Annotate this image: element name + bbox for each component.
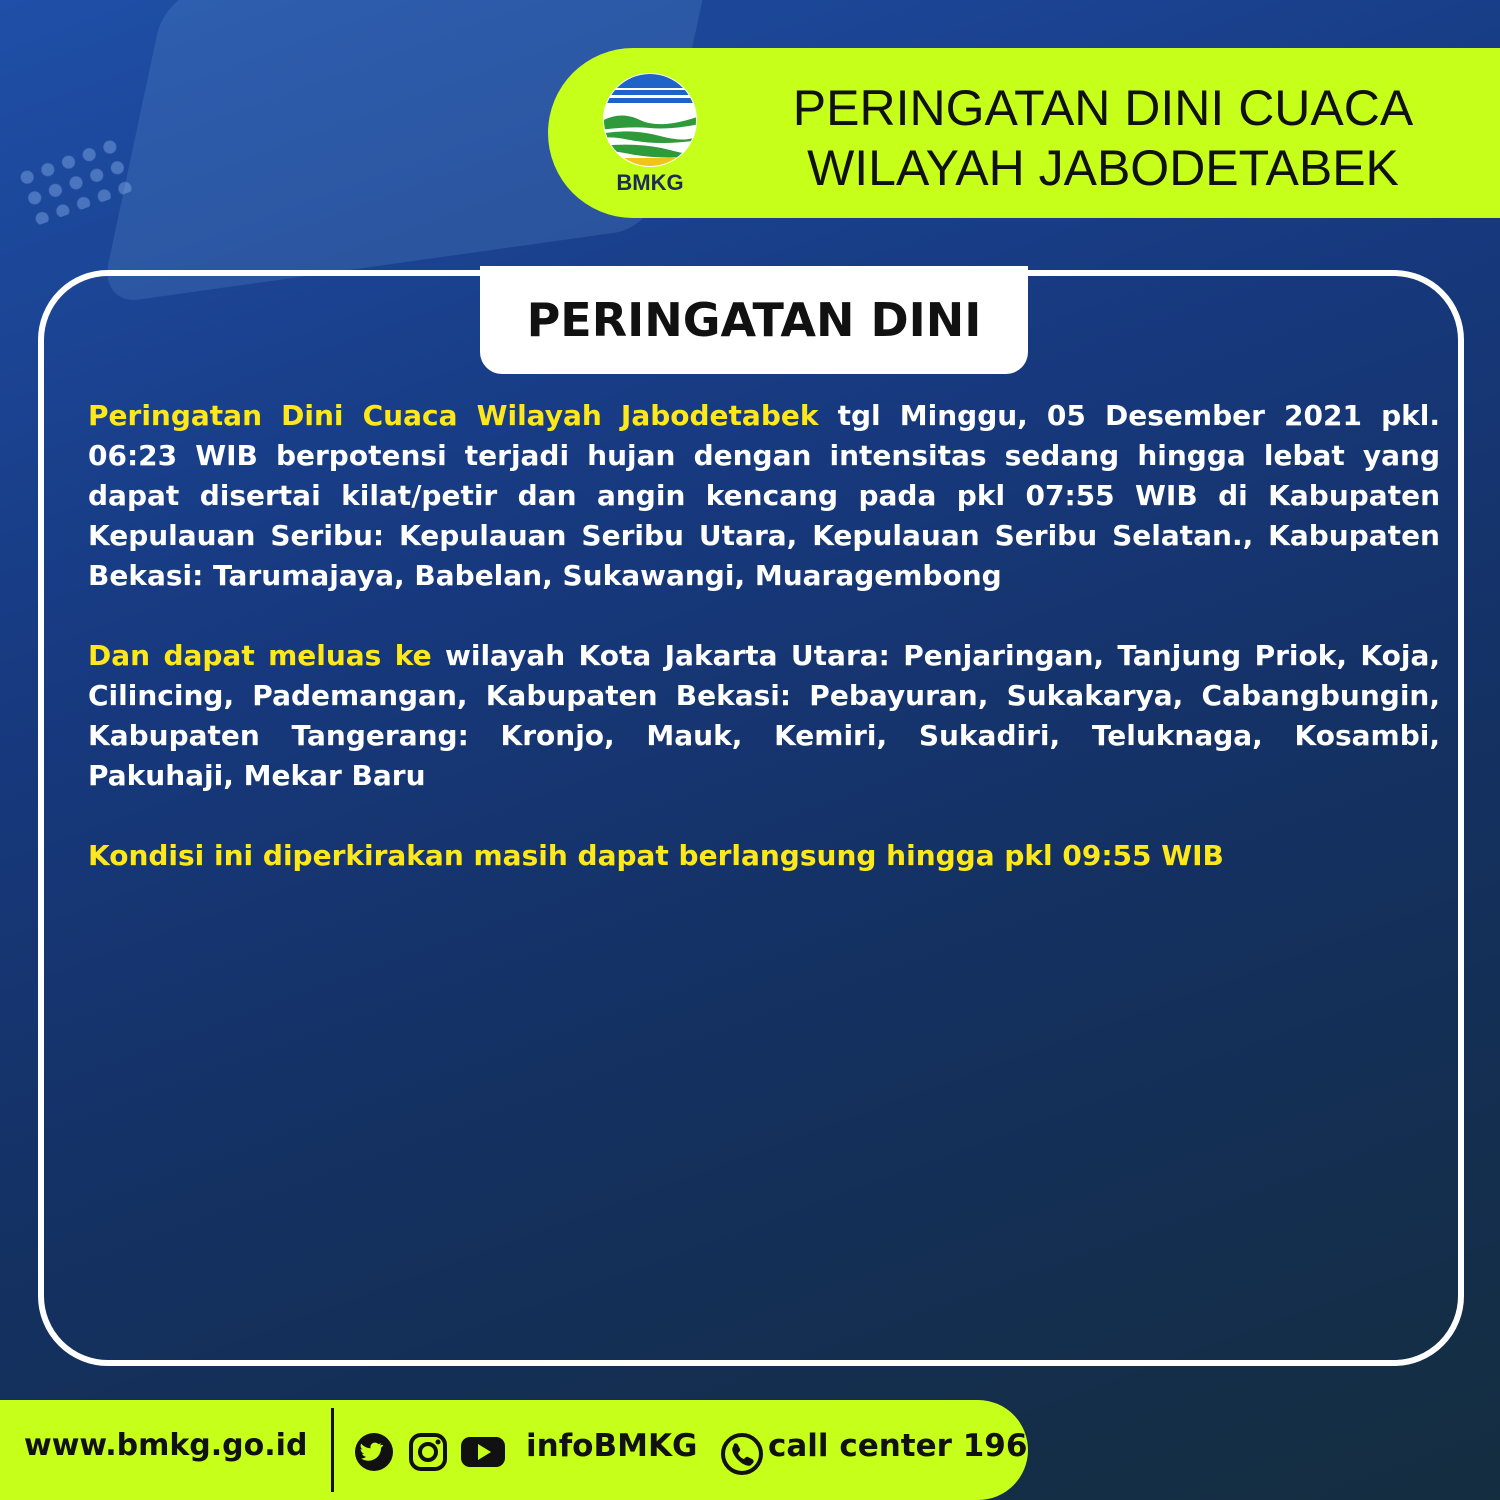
call-center[interactable]: call center 196 (768, 1428, 1028, 1464)
twitter-icon[interactable] (354, 1432, 394, 1476)
warning-paragraph-3-highlight: Kondisi ini diperkirakan masih dapat berlangsung hingga pkl 09:55 WIB (88, 839, 1224, 872)
warning-paragraph-2-highlight: Dan dapat meluas ke (88, 639, 432, 672)
header-title (788, 78, 1418, 198)
warning-paragraph-1-text: tgl Minggu, 05 Desember 2021 pkl. 06:23 WIB berpotensi terjadi hujan dengan intensitas sedang hingga lebat yang dapat disertai kilat/petir dan angin kencang pada pkl 07:55 WIB di Kabupaten Kepulauan Seribu: Kepulauan Seribu Utara, Kepulauan Seribu Selatan., Kabupaten Bekasi: Tarumajaya, Babelan, Sukawangi, Muaragembong (88, 399, 1440, 592)
phone-icon (720, 1432, 764, 1480)
panel-title-tab (480, 266, 1028, 374)
warning-paragraph-1-highlight: Peringatan Dini Cuaca Wilayah Jabodetabek (88, 399, 819, 432)
footer-bar (0, 1400, 1028, 1500)
instagram-icon[interactable] (408, 1432, 448, 1476)
bmkg-logo (600, 70, 700, 195)
warning-content (88, 396, 1440, 876)
footer-divider (331, 1408, 334, 1492)
social-handle[interactable]: infoBMKG (526, 1428, 698, 1464)
warning-paragraph-2-text: wilayah Kota Jakarta Utara: Penjaringan, Tanjung Priok, Koja, Cilincing, Pademangan, Kabupaten Bekasi: Pebayuran, Sukakarya, Cabangbungin, Kabupaten Tangerang: Kronjo, Mauk, Kemiri, Sukadiri, Teluknaga, Kosambi, Pakuhaji, Mekar Baru (88, 639, 1440, 792)
header-title-line-1: PERINGATAN DINI CUACA (792, 80, 1414, 136)
youtube-icon[interactable] (460, 1432, 506, 1476)
header-title-line-2: WILAYAH JABODETABEK (807, 140, 1399, 196)
bmkg-logo-text: BMKG (616, 170, 684, 195)
website-link[interactable]: www.bmkg.go.id (24, 1428, 308, 1463)
panel-title: PERINGATAN DINI (526, 293, 982, 347)
warning-paragraph-3 (88, 836, 1440, 876)
warning-paragraph-2 (88, 636, 1440, 796)
warning-paragraph-1 (88, 396, 1440, 596)
header-banner (548, 48, 1500, 218)
